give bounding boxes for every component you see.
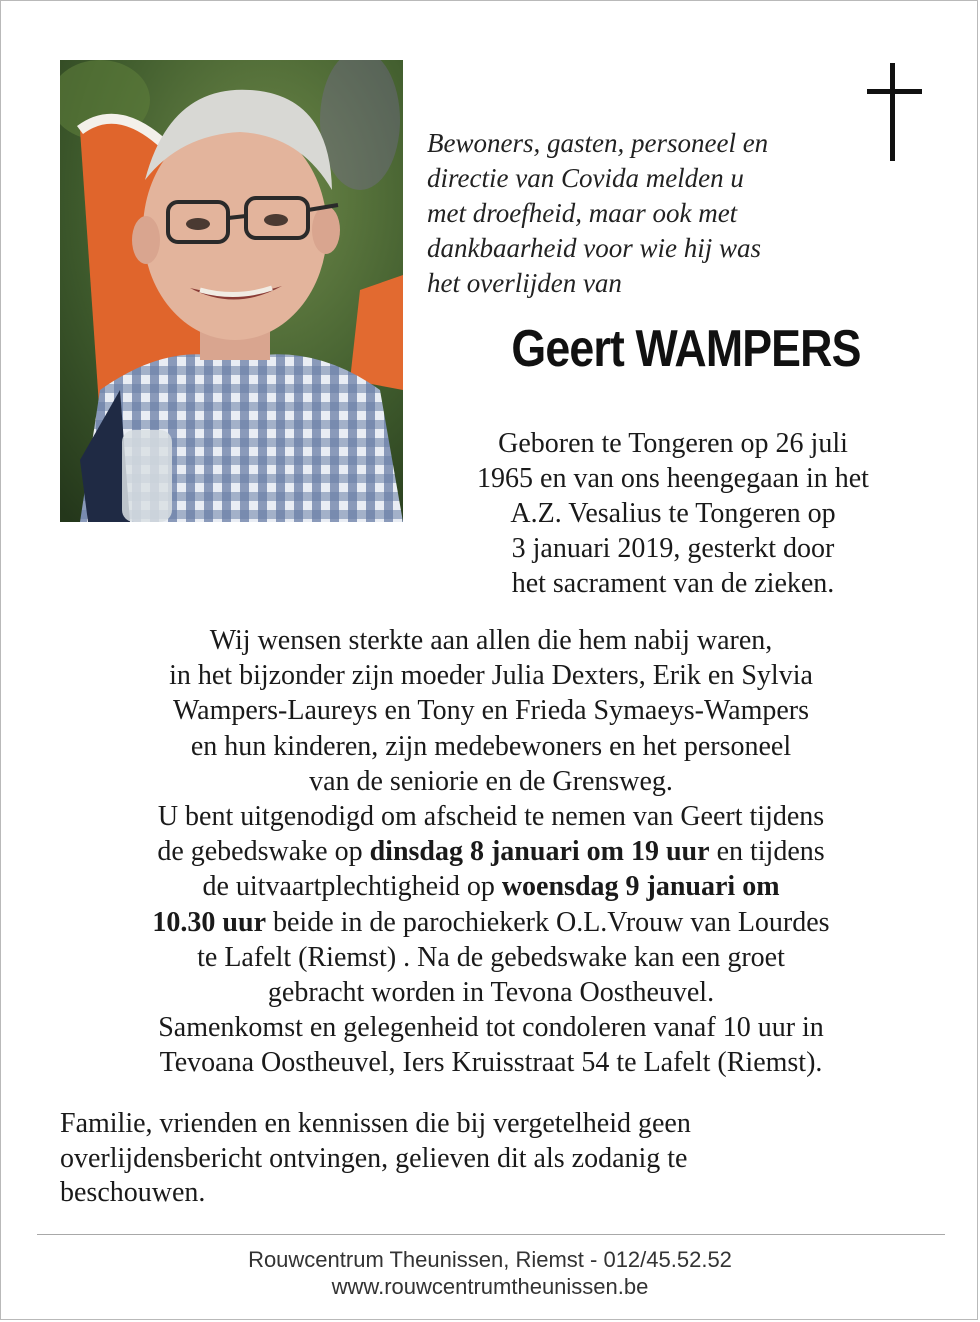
portrait-illustration [60, 60, 403, 522]
closing-note [60, 1107, 940, 1211]
footer-divider [37, 1234, 945, 1235]
main-message [21, 623, 961, 1081]
message-line [21, 869, 961, 904]
message-line: van de seniorie en de Grensweg. [309, 765, 673, 797]
message-line: en hun kinderen, zijn medebewoners en het personeel [190, 730, 792, 762]
details-line: 1965 en van ons heengegaan in het [477, 463, 869, 494]
intro-line: het overlijden van [427, 268, 622, 298]
message-line: Samenkomst en gelegenheid tot condoleren vanaf 10 uur in [158, 1012, 824, 1044]
intro-line: directie van Covida melden u [427, 163, 744, 193]
closing-line: Familie, vrienden en kennissen die bij vergetelheid geen [60, 1108, 691, 1139]
message-line [21, 834, 961, 869]
message-line: Wij wensen sterkte aan allen die hem nabij waren, [209, 625, 773, 656]
message-line: Tevoana Oostheuvel, Iers Kruisstraat 54 te Lafelt (Riemst). [159, 1047, 823, 1079]
details-line: Geboren te Tongeren op 26 juli [498, 428, 848, 459]
message-line: gebracht worden in Tevona Oostheuvel. [267, 977, 715, 1009]
funeral-home-contact: Rouwcentrum Theunissen, Riemst - 012/45.52.52 [248, 1247, 732, 1272]
details-line: A.Z. Vesalius te Tongeren op [510, 498, 836, 529]
message-text: de uitvaartplechtigheid op [202, 871, 502, 903]
details-line: 3 januari 2019, gesterkt door [511, 533, 835, 564]
funeral-home-website[interactable]: www.rouwcentrumtheunissen.be [331, 1274, 649, 1299]
message-line: Wampers-Laureys en Tony en Frieda Symaeys-Wampers [172, 695, 810, 727]
footer [1, 1246, 979, 1300]
details-line: het sacrament van de zieken. [511, 568, 835, 599]
message-line [21, 905, 961, 940]
funeral-time: 10.30 uur [152, 906, 266, 938]
message-text: beide in de parochiekerk O.L.Vrouw van Lourdes [266, 906, 830, 938]
message-text: de gebedswake op [157, 836, 370, 868]
deceased-name: Geert WAMPERS [511, 320, 861, 378]
closing-line: overlijdensbericht ontvingen, gelieven dit als zodanig te [60, 1142, 688, 1174]
wake-datetime: dinsdag 8 januari om 19 uur [369, 836, 710, 868]
birth-death-details [413, 426, 933, 601]
intro-line: met droefheid, maar ook met [427, 198, 738, 228]
message-line: U bent uitgenodigd om afscheid te nemen van Geert tijdens [157, 801, 825, 833]
closing-line: beschouwen. [60, 1177, 206, 1208]
intro-text [427, 126, 947, 301]
funeral-date: woensdag 9 januari om [501, 871, 780, 903]
message-line: in het bijzonder zijn moeder Julia Dexters, Erik en Sylvia [169, 660, 813, 692]
portrait-photo [60, 60, 403, 522]
intro-line: dankbaarheid voor wie hij was [427, 233, 761, 263]
message-line: te Lafelt (Riemst) . Na de gebedswake kan een groet [197, 941, 785, 973]
intro-line: Bewoners, gasten, personeel en [427, 128, 769, 158]
message-text: en tijdens [709, 836, 825, 868]
